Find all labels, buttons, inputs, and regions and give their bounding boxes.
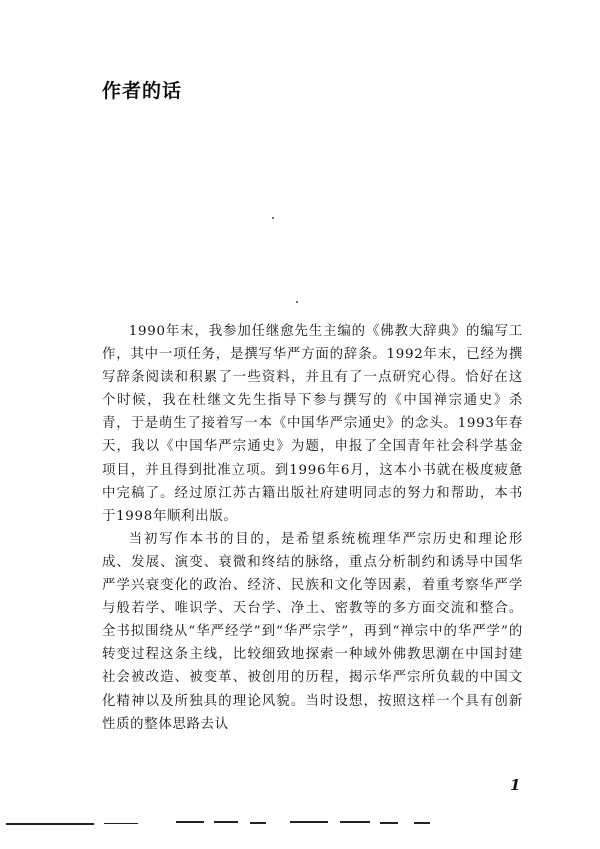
page-title: 作者的话 bbox=[102, 80, 183, 102]
scan-line bbox=[380, 822, 398, 824]
scan-line bbox=[6, 823, 94, 825]
scan-speck bbox=[296, 301, 298, 303]
scan-speck bbox=[272, 217, 274, 219]
page-number: 1 bbox=[510, 776, 521, 794]
body-text bbox=[102, 320, 523, 736]
scan-line bbox=[340, 821, 370, 823]
scan-line bbox=[104, 823, 138, 824]
scan-line bbox=[290, 821, 328, 823]
scan-line bbox=[414, 822, 430, 824]
scan-line bbox=[176, 821, 204, 823]
paragraph: 当初写作本书的目的，是希望系统梳理华严宗历史和理论形成、发展、演变、衰微和终结的脉络，重点分析制约和诱导中国华严学兴衰变化的政治、经济、民族和文化等因素，着重考察华严学与般若学、唯识学、天台学、净土、密教等的多方面交流和整合。全书拟围绕从“华严经学”到“华严宗学”，再到“禅宗中的华严学”的转变过程这条主线，比较细致地探索一种域外佛教思潮在中国封建社会被改造、被变革、被创用的历程，揭示华严宗所负载的中国文化精神以及所独具的理论风貌。当时设想，按照这样一个具有创新性质的整体思路去认 bbox=[102, 531, 523, 732]
paragraph: 1990年末，我参加任继愈先生主编的《佛教大辞典》的编写工作，其中一项任务，是撰写华严方面的辞条。1992年末，已经为撰写辞条阅读和积累了一些资料，并且有了一点研究心得。恰好在这个时候，我在杜继文先生指导下参与撰写的《中国禅宗通史》杀青，于是萌生了接着写一本《中国华严宗通史》的念头。1993年春天，我以《中国华严宗通史》为题，申报了全国青年社会科学基金项目，并且得到批准立项。到1996年6月，这本小书就在极度疲惫中完稿了。经过原江苏古籍出版社府建明同志的努力和帮助，本书于1998年顺利出版。 bbox=[102, 324, 523, 524]
scan-line bbox=[250, 822, 266, 824]
scan-line bbox=[214, 821, 238, 823]
